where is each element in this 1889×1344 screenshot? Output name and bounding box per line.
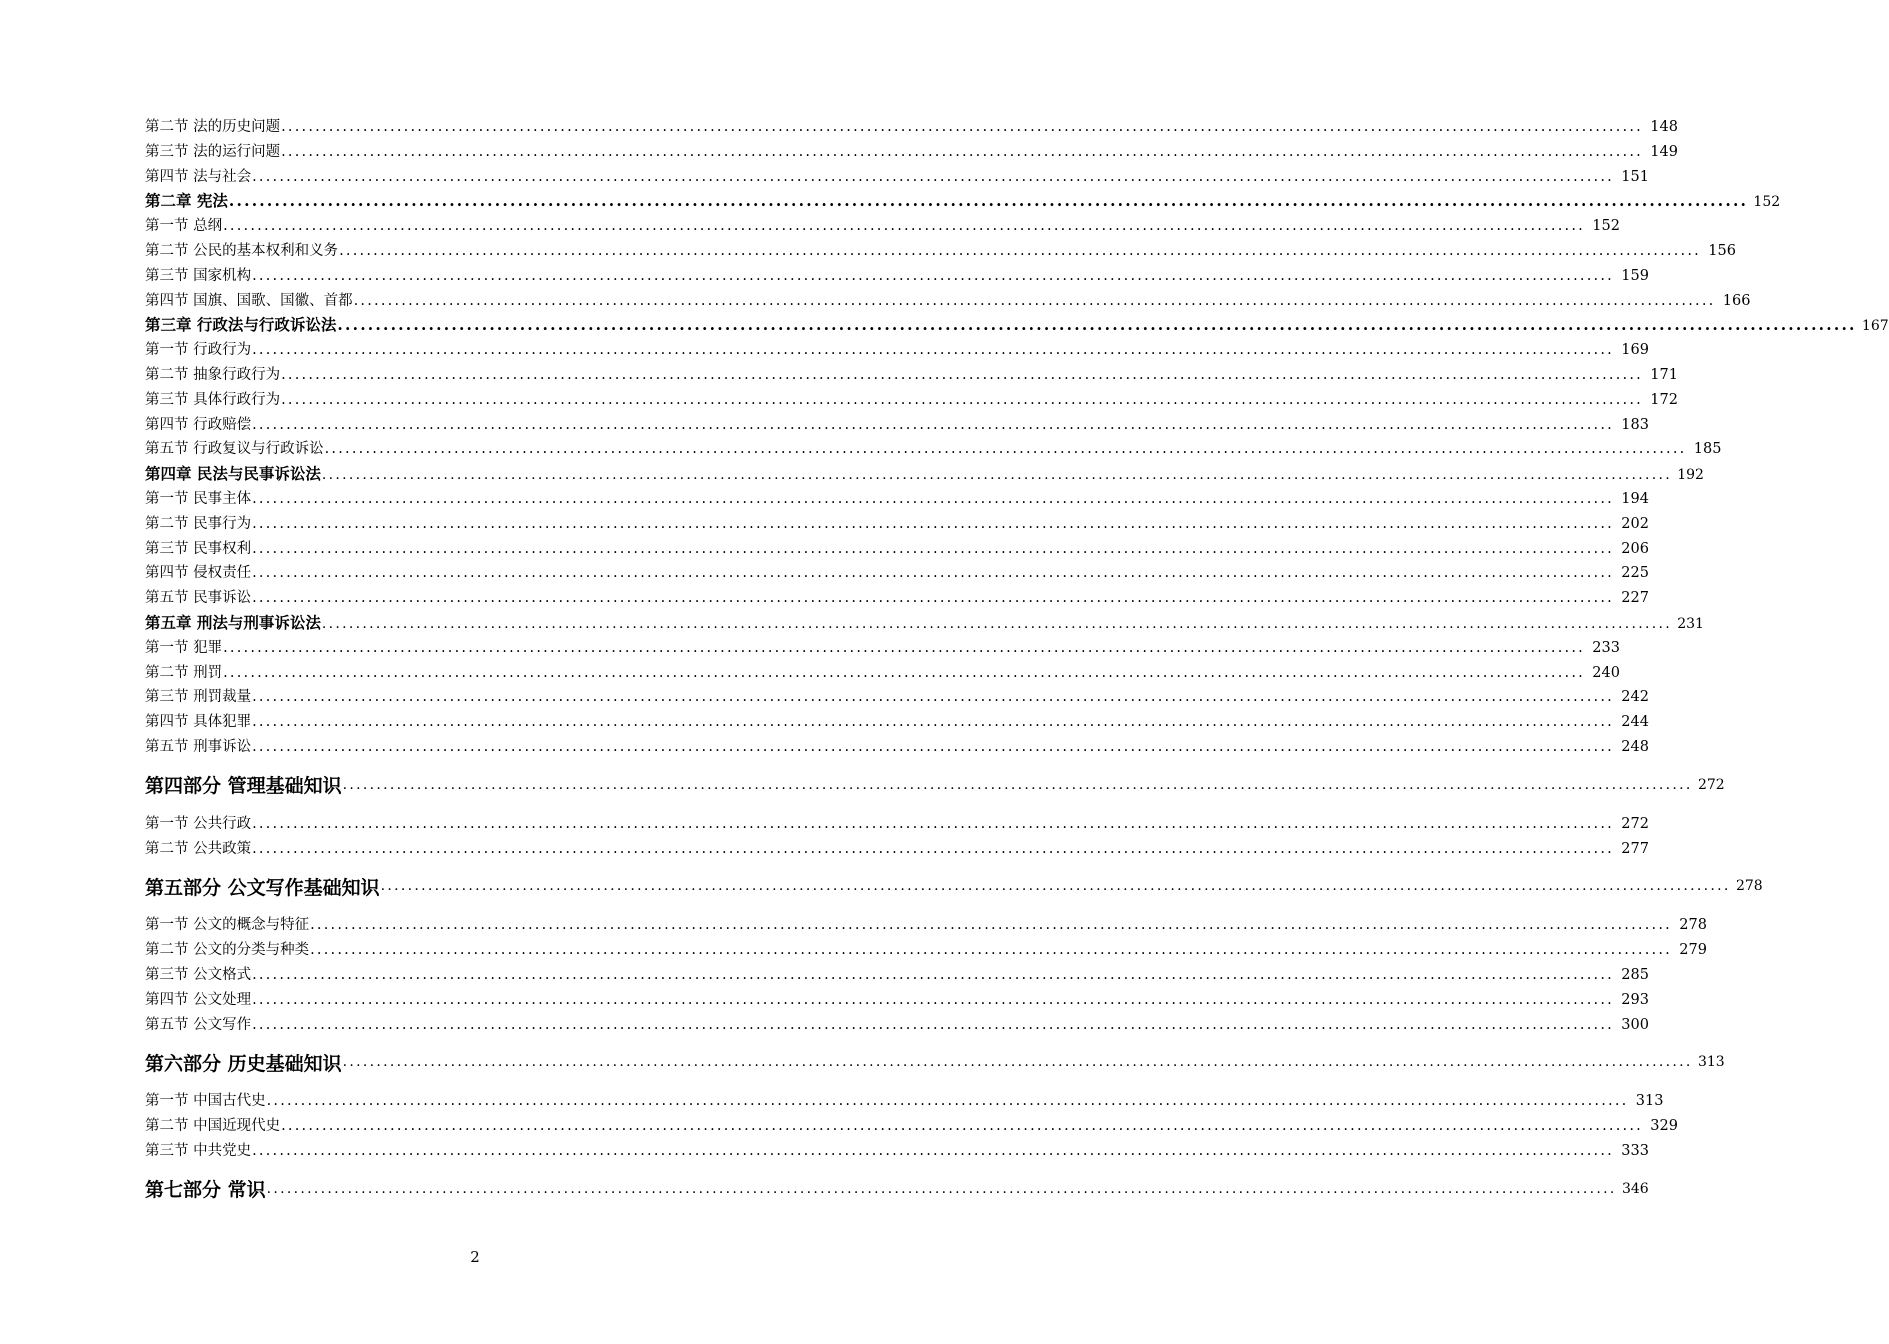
toc-entry-page: 278 [1679, 917, 1707, 934]
toc-section[interactable] [145, 437, 1722, 462]
toc-section[interactable] [145, 1139, 1649, 1164]
toc-entry-title: 第四节 具体犯罪 [145, 714, 252, 731]
toc-entry-page: 151 [1621, 168, 1649, 185]
toc-entry-page: 156 [1708, 242, 1736, 259]
toc-entry-page: 278 [1735, 878, 1763, 895]
toc-entry-title: 第六部分 历史基础知识 [145, 1052, 342, 1075]
dot-leader: ........................................................................................................................................................................................................ [228, 191, 1749, 211]
toc-entry-page: 329 [1650, 1118, 1678, 1135]
toc-entry-title: 第七部分 常识 [145, 1179, 266, 1202]
toc-entry-title: 第二节 中国近现代史 [145, 1118, 281, 1135]
toc-section[interactable] [145, 735, 1649, 760]
toc-entry-page: 293 [1621, 991, 1649, 1008]
toc-entry-page: 285 [1621, 966, 1649, 983]
toc-entry-page: 233 [1592, 639, 1620, 656]
toc-section[interactable] [145, 561, 1649, 586]
toc-part[interactable] [145, 1170, 1649, 1208]
toc-entry-title: 第二节 抽象行政行为 [145, 366, 281, 383]
toc-section[interactable] [145, 661, 1620, 686]
toc-entry-title: 第二节 法的历史问题 [145, 119, 281, 135]
dot-leader: ........................................................................................................................................................................................................ [281, 366, 1643, 383]
dot-leader: ........................................................................................................................................................................................................ [266, 1093, 1629, 1110]
toc-entry-title: 第三节 民事权利 [145, 540, 252, 557]
toc-entry-page: 185 [1693, 441, 1722, 458]
toc-entry-title: 第二节 民事行为 [145, 515, 252, 532]
toc-entry-page: 183 [1621, 416, 1649, 433]
toc-entry-page: 346 [1621, 1180, 1649, 1197]
toc-entry-title: 第二章 宪法 [145, 191, 228, 211]
toc-entry-title: 第一节 犯罪 [145, 639, 223, 656]
toc-section[interactable] [145, 512, 1649, 537]
toc-entry-page: 169 [1621, 342, 1649, 359]
toc-entry-title: 第四节 公文处理 [145, 991, 252, 1008]
toc-section[interactable] [145, 338, 1649, 363]
toc-entry-title: 第一节 总纲 [145, 218, 223, 235]
dot-leader: ........................................................................................................................................................................................................ [281, 119, 1643, 135]
page-number: 2 [470, 1248, 480, 1266]
toc-entry-title: 第四节 法与社会 [145, 168, 252, 185]
toc-entry-title: 第四节 侵权责任 [145, 565, 252, 582]
toc-entry-page: 206 [1621, 540, 1649, 557]
toc-entry-page: 248 [1621, 738, 1649, 755]
toc-section[interactable] [145, 812, 1649, 837]
toc-section[interactable] [145, 636, 1620, 661]
toc-entry-title: 第三节 具体行政行为 [145, 391, 281, 408]
toc-section[interactable] [145, 487, 1649, 512]
toc-entry-title: 第二节 刑罚 [145, 664, 223, 681]
dot-leader: ........................................................................................................................................................................................................ [252, 966, 1614, 983]
toc-entry-page: 333 [1621, 1142, 1649, 1159]
toc-entry-page: 167 [1861, 318, 1889, 335]
toc-entry-page: 202 [1621, 515, 1649, 532]
toc-section[interactable] [145, 214, 1620, 239]
toc-entry-title: 第三章 行政法与行政诉讼法 [145, 315, 337, 335]
dot-leader: ........................................................................................................................................................................................................ [252, 342, 1614, 359]
dot-leader: ........................................................................................................................................................................................................ [281, 1118, 1643, 1135]
toc-entry-title: 第一节 中国古代史 [145, 1093, 266, 1110]
dot-leader: ........................................................................................................................................................................................................ [252, 815, 1614, 832]
toc-chapter[interactable] [145, 313, 1889, 338]
toc-entry-page: 171 [1650, 366, 1678, 383]
toc-entry-title: 第三节 公文格式 [145, 966, 252, 983]
toc-section[interactable] [145, 963, 1649, 988]
dot-leader: ........................................................................................................................................................................................................ [342, 776, 1693, 793]
toc-entry-page: 279 [1679, 942, 1707, 959]
dot-leader: ........................................................................................................................................................................................................ [337, 315, 1857, 335]
toc-section[interactable] [145, 388, 1678, 413]
dot-leader: ........................................................................................................................................................................................................ [252, 1142, 1614, 1159]
toc-entry-page: 242 [1621, 689, 1649, 706]
toc-entry-title: 第四部分 管理基础知识 [145, 775, 342, 798]
toc-section[interactable] [145, 140, 1678, 165]
dot-leader: ........................................................................................................................................................................................................ [281, 143, 1643, 160]
toc-entry-page: 192 [1677, 467, 1704, 484]
toc-part[interactable] [145, 867, 1763, 905]
dot-leader: ........................................................................................................................................................................................................ [252, 714, 1614, 731]
toc-entry-page: 240 [1592, 664, 1620, 681]
toc-entry-title: 第五部分 公文写作基础知识 [145, 876, 380, 899]
dot-leader: ........................................................................................................................................................................................................ [266, 1180, 1617, 1197]
toc-section[interactable] [145, 363, 1678, 388]
toc-entry-page: 149 [1650, 143, 1678, 160]
dot-leader: ........................................................................................................................................................................................................ [252, 515, 1614, 532]
toc-entry-title: 第三节 国家机构 [145, 267, 252, 284]
toc-entry-page: 272 [1621, 815, 1649, 832]
toc-entry-title: 第一节 民事主体 [145, 490, 252, 507]
dot-leader: ........................................................................................................................................................................................................ [342, 1054, 1693, 1071]
dot-leader: ........................................................................................................................................................................................................ [252, 590, 1614, 607]
toc-section[interactable] [145, 837, 1649, 862]
toc-section[interactable] [145, 1013, 1649, 1038]
toc-entry-title: 第二节 公共政策 [145, 840, 252, 857]
dot-leader: ........................................................................................................................................................................................................ [324, 441, 1687, 458]
toc-entry-title: 第五章 刑法与刑事诉讼法 [145, 612, 321, 632]
toc-entry-title: 第一节 公共行政 [145, 815, 252, 832]
dot-leader: ........................................................................................................................................................................................................ [380, 878, 1731, 895]
dot-leader: ........................................................................................................................................................................................................ [281, 391, 1643, 408]
toc-section[interactable] [145, 537, 1649, 562]
dot-leader: ........................................................................................................................................................................................................ [252, 991, 1614, 1008]
dot-leader: ........................................................................................................................................................................................................ [252, 1016, 1614, 1033]
toc-entry-page: 152 [1753, 194, 1781, 211]
dot-leader: ........................................................................................................................................................................................................ [321, 615, 1672, 632]
toc-entry-title: 第一节 公文的概念与特征 [145, 917, 310, 934]
toc-chapter[interactable] [145, 462, 1704, 487]
toc-entry-page: 227 [1621, 590, 1649, 607]
toc-chapter[interactable] [145, 189, 1781, 214]
toc-entry-title: 第五节 行政复议与行政诉讼 [145, 441, 324, 458]
dot-leader: ........................................................................................................................................................................................................ [339, 242, 1701, 259]
dot-leader: ........................................................................................................................................................................................................ [252, 168, 1614, 185]
dot-leader: ........................................................................................................................................................................................................ [310, 917, 1672, 934]
toc-entry-page: 272 [1697, 776, 1725, 793]
toc-section[interactable] [145, 938, 1707, 963]
toc-entry-page: 244 [1621, 714, 1649, 731]
dot-leader: ........................................................................................................................................................................................................ [310, 942, 1672, 959]
toc-entry-page: 225 [1621, 565, 1649, 582]
toc-section[interactable] [145, 1089, 1664, 1114]
toc-part[interactable] [145, 766, 1725, 804]
toc-entry-page: 300 [1621, 1016, 1649, 1033]
toc-entry-page: 194 [1621, 490, 1649, 507]
dot-leader: ........................................................................................................................................................................................................ [252, 565, 1614, 582]
dot-leader: ........................................................................................................................................................................................................ [223, 664, 1585, 681]
toc-entry-title: 第二节 公文的分类与种类 [145, 942, 310, 959]
toc-entry-page: 148 [1650, 119, 1678, 135]
toc-section[interactable] [145, 239, 1736, 264]
toc-section[interactable] [145, 165, 1649, 190]
toc-entry-page: 313 [1697, 1054, 1725, 1071]
toc-entry-page: 313 [1635, 1093, 1664, 1110]
dot-leader: ........................................................................................................................................................................................................ [252, 738, 1614, 755]
dot-leader: ........................................................................................................................................................................................................ [252, 490, 1614, 507]
toc-entry-title: 第五节 公文写作 [145, 1016, 252, 1033]
toc-entry-title: 第三节 刑罚裁量 [145, 689, 252, 706]
toc-entry-title: 第一节 行政行为 [145, 342, 252, 359]
toc-section[interactable] [145, 264, 1649, 289]
toc-chapter[interactable] [145, 611, 1704, 636]
toc-entry-page: 277 [1621, 840, 1649, 857]
toc-entry-title: 第二节 公民的基本权利和义务 [145, 242, 339, 259]
dot-leader: ........................................................................................................................................................................................................ [223, 639, 1585, 656]
toc-entry-page: 231 [1677, 615, 1704, 632]
toc-entry-page: 152 [1592, 218, 1620, 235]
dot-leader: ........................................................................................................................................................................................................ [252, 689, 1614, 706]
toc-part[interactable] [145, 1043, 1725, 1081]
dot-leader: ........................................................................................................................................................................................................ [223, 218, 1585, 235]
toc-entry-page: 159 [1621, 267, 1649, 284]
table-of-contents [145, 115, 1889, 1216]
toc-section[interactable] [145, 685, 1649, 710]
toc-section[interactable] [145, 1114, 1678, 1139]
toc-entry-page: 166 [1722, 292, 1751, 309]
toc-section[interactable] [145, 913, 1707, 938]
toc-entry-title: 第三节 法的运行问题 [145, 143, 281, 160]
toc-section[interactable] [145, 586, 1649, 611]
toc-entry-page: 172 [1650, 391, 1678, 408]
toc-section[interactable] [145, 710, 1649, 735]
dot-leader: ........................................................................................................................................................................................................ [252, 416, 1614, 433]
dot-leader: ........................................................................................................................................................................................................ [321, 467, 1672, 484]
toc-entry-title: 第四节 行政赔偿 [145, 416, 252, 433]
dot-leader: ........................................................................................................................................................................................................ [252, 840, 1614, 857]
toc-section[interactable] [145, 115, 1678, 140]
toc-entry-title: 第三节 中共党史 [145, 1142, 252, 1159]
dot-leader: ........................................................................................................................................................................................................ [252, 267, 1614, 284]
toc-section[interactable] [145, 988, 1649, 1013]
toc-entry-title: 第五节 刑事诉讼 [145, 738, 252, 755]
toc-entry-title: 第四章 民法与民事诉讼法 [145, 464, 321, 484]
dot-leader: ........................................................................................................................................................................................................ [353, 292, 1716, 309]
toc-entry-title: 第四节 国旗、国歌、国徽、首都 [145, 292, 353, 309]
toc-entry-title: 第五节 民事诉讼 [145, 590, 252, 607]
toc-section[interactable] [145, 289, 1751, 314]
toc-section[interactable] [145, 413, 1649, 438]
dot-leader: ........................................................................................................................................................................................................ [252, 540, 1614, 557]
